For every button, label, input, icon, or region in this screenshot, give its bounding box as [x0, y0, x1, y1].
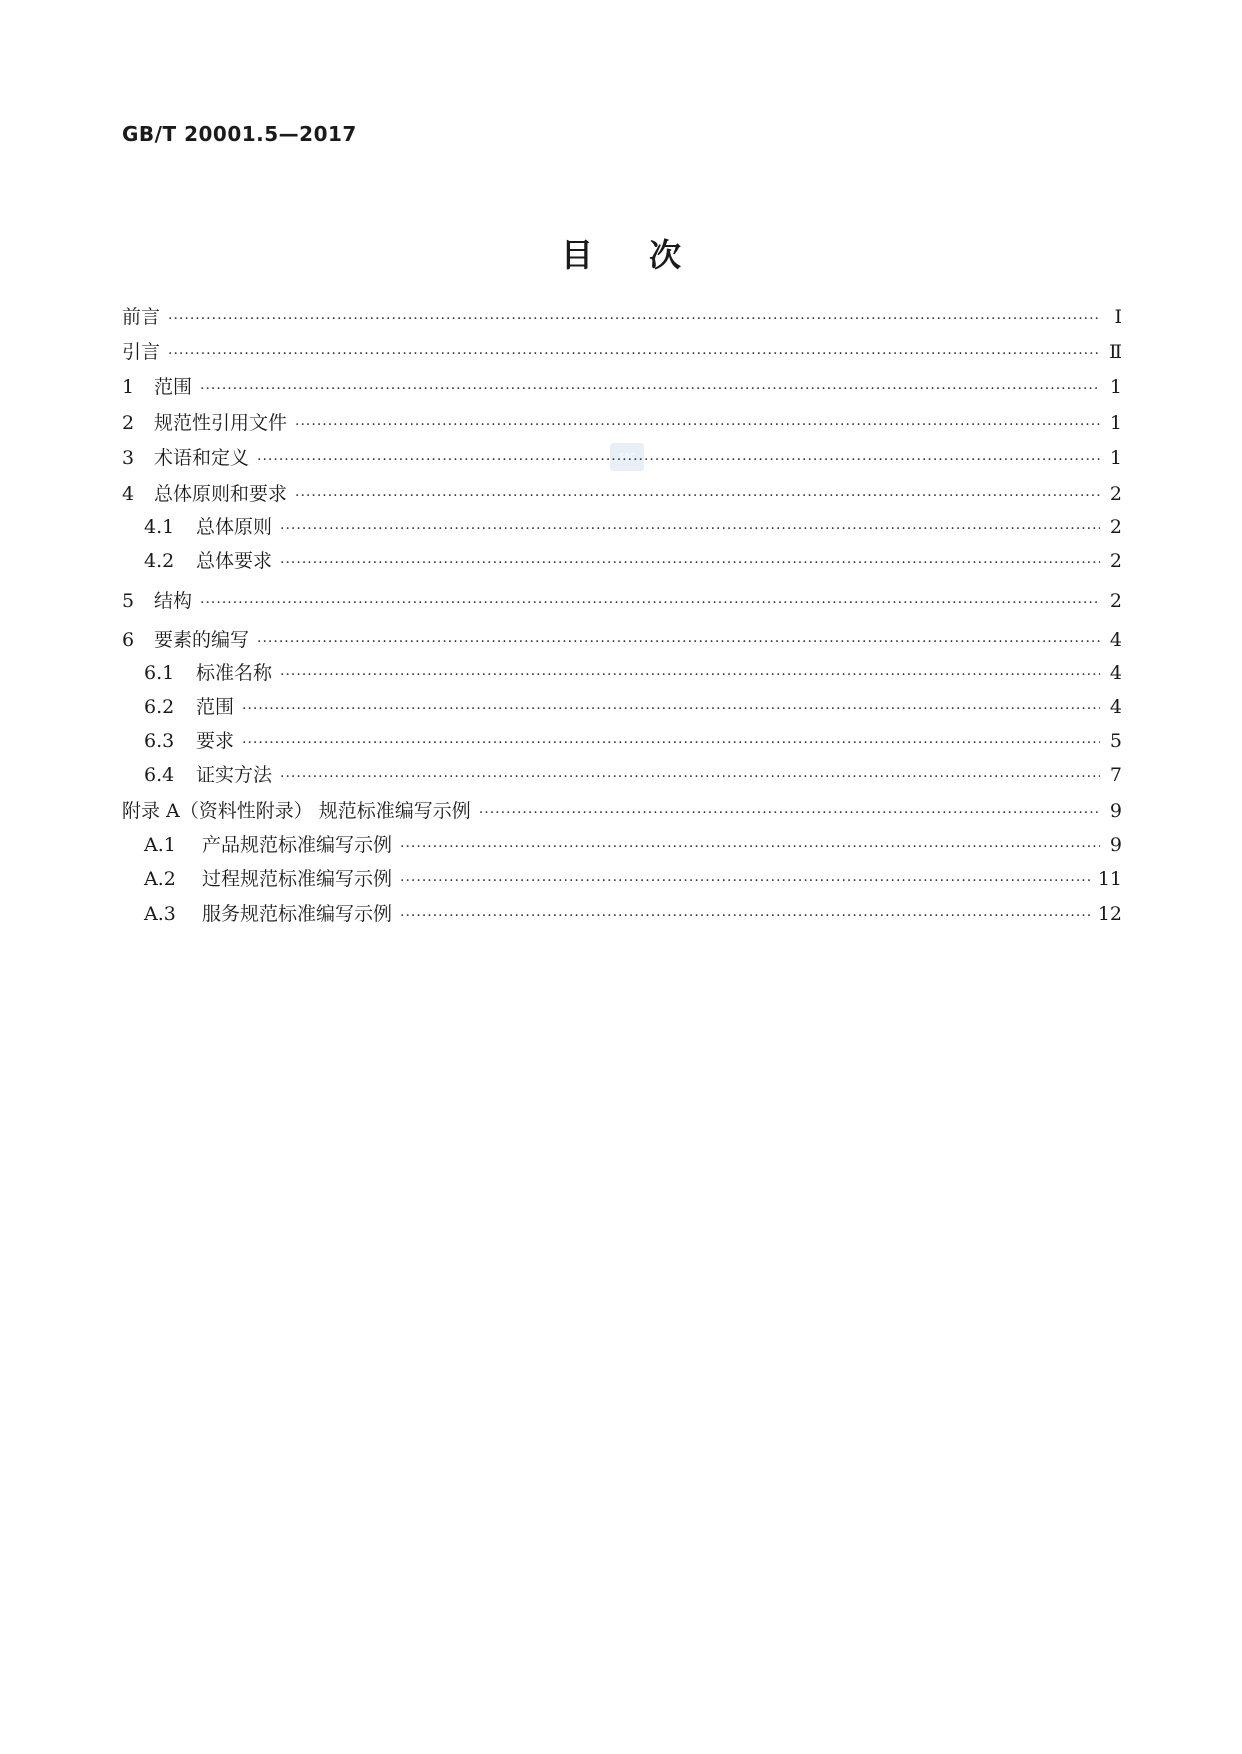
- toc-entry-4-1[interactable]: [144, 512, 1122, 542]
- toc-leader-dots: [295, 481, 1100, 511]
- toc-entry-page: 4: [1109, 696, 1122, 718]
- toc-entry-label: 总体原则: [196, 516, 273, 538]
- toc-entry-page: 2: [1109, 550, 1122, 572]
- toc-entry-page: 1: [1109, 376, 1122, 398]
- toc-entry-number: 4: [122, 483, 135, 505]
- toc-entry-6-1[interactable]: [144, 658, 1122, 688]
- toc-entry-number: 5: [122, 590, 135, 612]
- toc-entry-foreword[interactable]: [122, 302, 1122, 332]
- toc-entry-number: A.2: [144, 868, 176, 890]
- toc-entry-6[interactable]: [122, 625, 1122, 655]
- toc-entry-2[interactable]: [122, 408, 1122, 438]
- toc-entry-page: Ⅱ: [1109, 341, 1122, 363]
- toc-entry-number: 6.1: [144, 662, 175, 684]
- toc-entry-label: 前言: [122, 306, 161, 328]
- toc-entry-page: 2: [1109, 483, 1122, 505]
- toc-entry-6-2[interactable]: [144, 692, 1122, 722]
- toc-entry-4[interactable]: [122, 479, 1122, 509]
- toc-entry-1[interactable]: [122, 372, 1122, 402]
- toc-entry-label: 范围: [196, 696, 235, 718]
- toc-entry-label: 产品规范标准编写示例: [202, 834, 393, 856]
- toc-entry-label: 标准名称: [196, 662, 273, 684]
- toc-entry-number: 3: [122, 447, 135, 469]
- toc-entry-page: 9: [1109, 800, 1122, 822]
- toc-entry-4-2[interactable]: [144, 546, 1122, 576]
- toc-title: 目次: [560, 236, 737, 274]
- toc-entry-number: 4.1: [144, 516, 175, 538]
- toc-entry-page: 2: [1109, 516, 1122, 538]
- toc-entry-number: A.3: [144, 903, 176, 925]
- toc-entry-label: 范围: [154, 376, 193, 398]
- toc-entry-label: 要素的编写: [154, 629, 250, 651]
- toc-leader-dots: [400, 866, 1090, 896]
- toc-leader-dots: [257, 627, 1100, 657]
- toc-entry-number: 2: [122, 412, 135, 434]
- toc-entry-label: 规范性引用文件: [154, 412, 288, 434]
- toc-entry-label: 服务规范标准编写示例: [202, 903, 393, 925]
- toc-leader-dots: [400, 901, 1090, 931]
- toc-entry-label: 过程规范标准编写示例: [202, 868, 393, 890]
- toc-entry-number: 6: [122, 629, 135, 651]
- toc-leader-dots: [242, 694, 1100, 724]
- toc-entry-6-4[interactable]: [144, 760, 1122, 790]
- toc-entry-page: 1: [1109, 412, 1122, 434]
- toc-entry-page: 11: [1097, 868, 1122, 890]
- toc-entry-page: 2: [1109, 590, 1122, 612]
- toc-leader-dots: [280, 514, 1100, 544]
- toc-entry-label: 证实方法: [196, 764, 273, 786]
- toc-entry-a-2[interactable]: [144, 864, 1122, 894]
- toc-entry-number: 1: [122, 376, 135, 398]
- toc-entry-label: 要求: [196, 730, 235, 752]
- standard-code: GB/T 20001.5—2017: [122, 122, 357, 146]
- toc-entry-number: 6.4: [144, 764, 175, 786]
- toc-leader-dots: [200, 588, 1100, 618]
- toc-entry-number: 6.2: [144, 696, 175, 718]
- toc-entry-6-3[interactable]: [144, 726, 1122, 756]
- toc-entry-page: 12: [1097, 903, 1122, 925]
- toc-entry-number: 6.3: [144, 730, 175, 752]
- toc-leader-dots: [295, 410, 1100, 440]
- toc-entry-introduction[interactable]: [122, 337, 1122, 367]
- toc-entry-page: 4: [1109, 629, 1122, 651]
- toc-entry-label: 附录 A（资料性附录） 规范标准编写示例: [122, 800, 471, 822]
- toc-leader-dots: [280, 762, 1100, 792]
- toc-leader-dots: [242, 728, 1100, 758]
- toc-entry-annex-a[interactable]: [122, 796, 1122, 826]
- toc-entry-label: 结构: [154, 590, 193, 612]
- toc-entry-number: A.1: [144, 834, 176, 856]
- toc-leader-dots: [280, 660, 1100, 690]
- toc-entry-5[interactable]: [122, 586, 1122, 616]
- toc-leader-dots: [257, 445, 1100, 475]
- toc-entry-a-1[interactable]: [144, 830, 1122, 860]
- toc-entry-3[interactable]: [122, 443, 1122, 473]
- toc-entry-page: 7: [1109, 764, 1122, 786]
- toc-entry-page: 5: [1109, 730, 1122, 752]
- toc-entry-a-3[interactable]: [144, 899, 1122, 929]
- toc-entry-label: 总体要求: [196, 550, 273, 572]
- toc-entry-label: 总体原则和要求: [154, 483, 288, 505]
- toc-leader-dots: [168, 339, 1100, 369]
- toc-leader-dots: [400, 832, 1100, 862]
- toc-entry-page: Ⅰ: [1114, 306, 1122, 328]
- toc-entry-label: 术语和定义: [154, 447, 250, 469]
- toc-entry-page: 9: [1109, 834, 1122, 856]
- toc-leader-dots: [479, 798, 1100, 828]
- toc-entry-label: 引言: [122, 341, 161, 363]
- watermark-logo: SAC: [610, 443, 644, 471]
- toc-entry-page: 1: [1109, 447, 1122, 469]
- toc-leader-dots: [280, 548, 1100, 578]
- toc-leader-dots: [200, 374, 1100, 404]
- toc-leader-dots: [168, 304, 1100, 334]
- toc-entry-number: 4.2: [144, 550, 175, 572]
- toc-entry-page: 4: [1109, 662, 1122, 684]
